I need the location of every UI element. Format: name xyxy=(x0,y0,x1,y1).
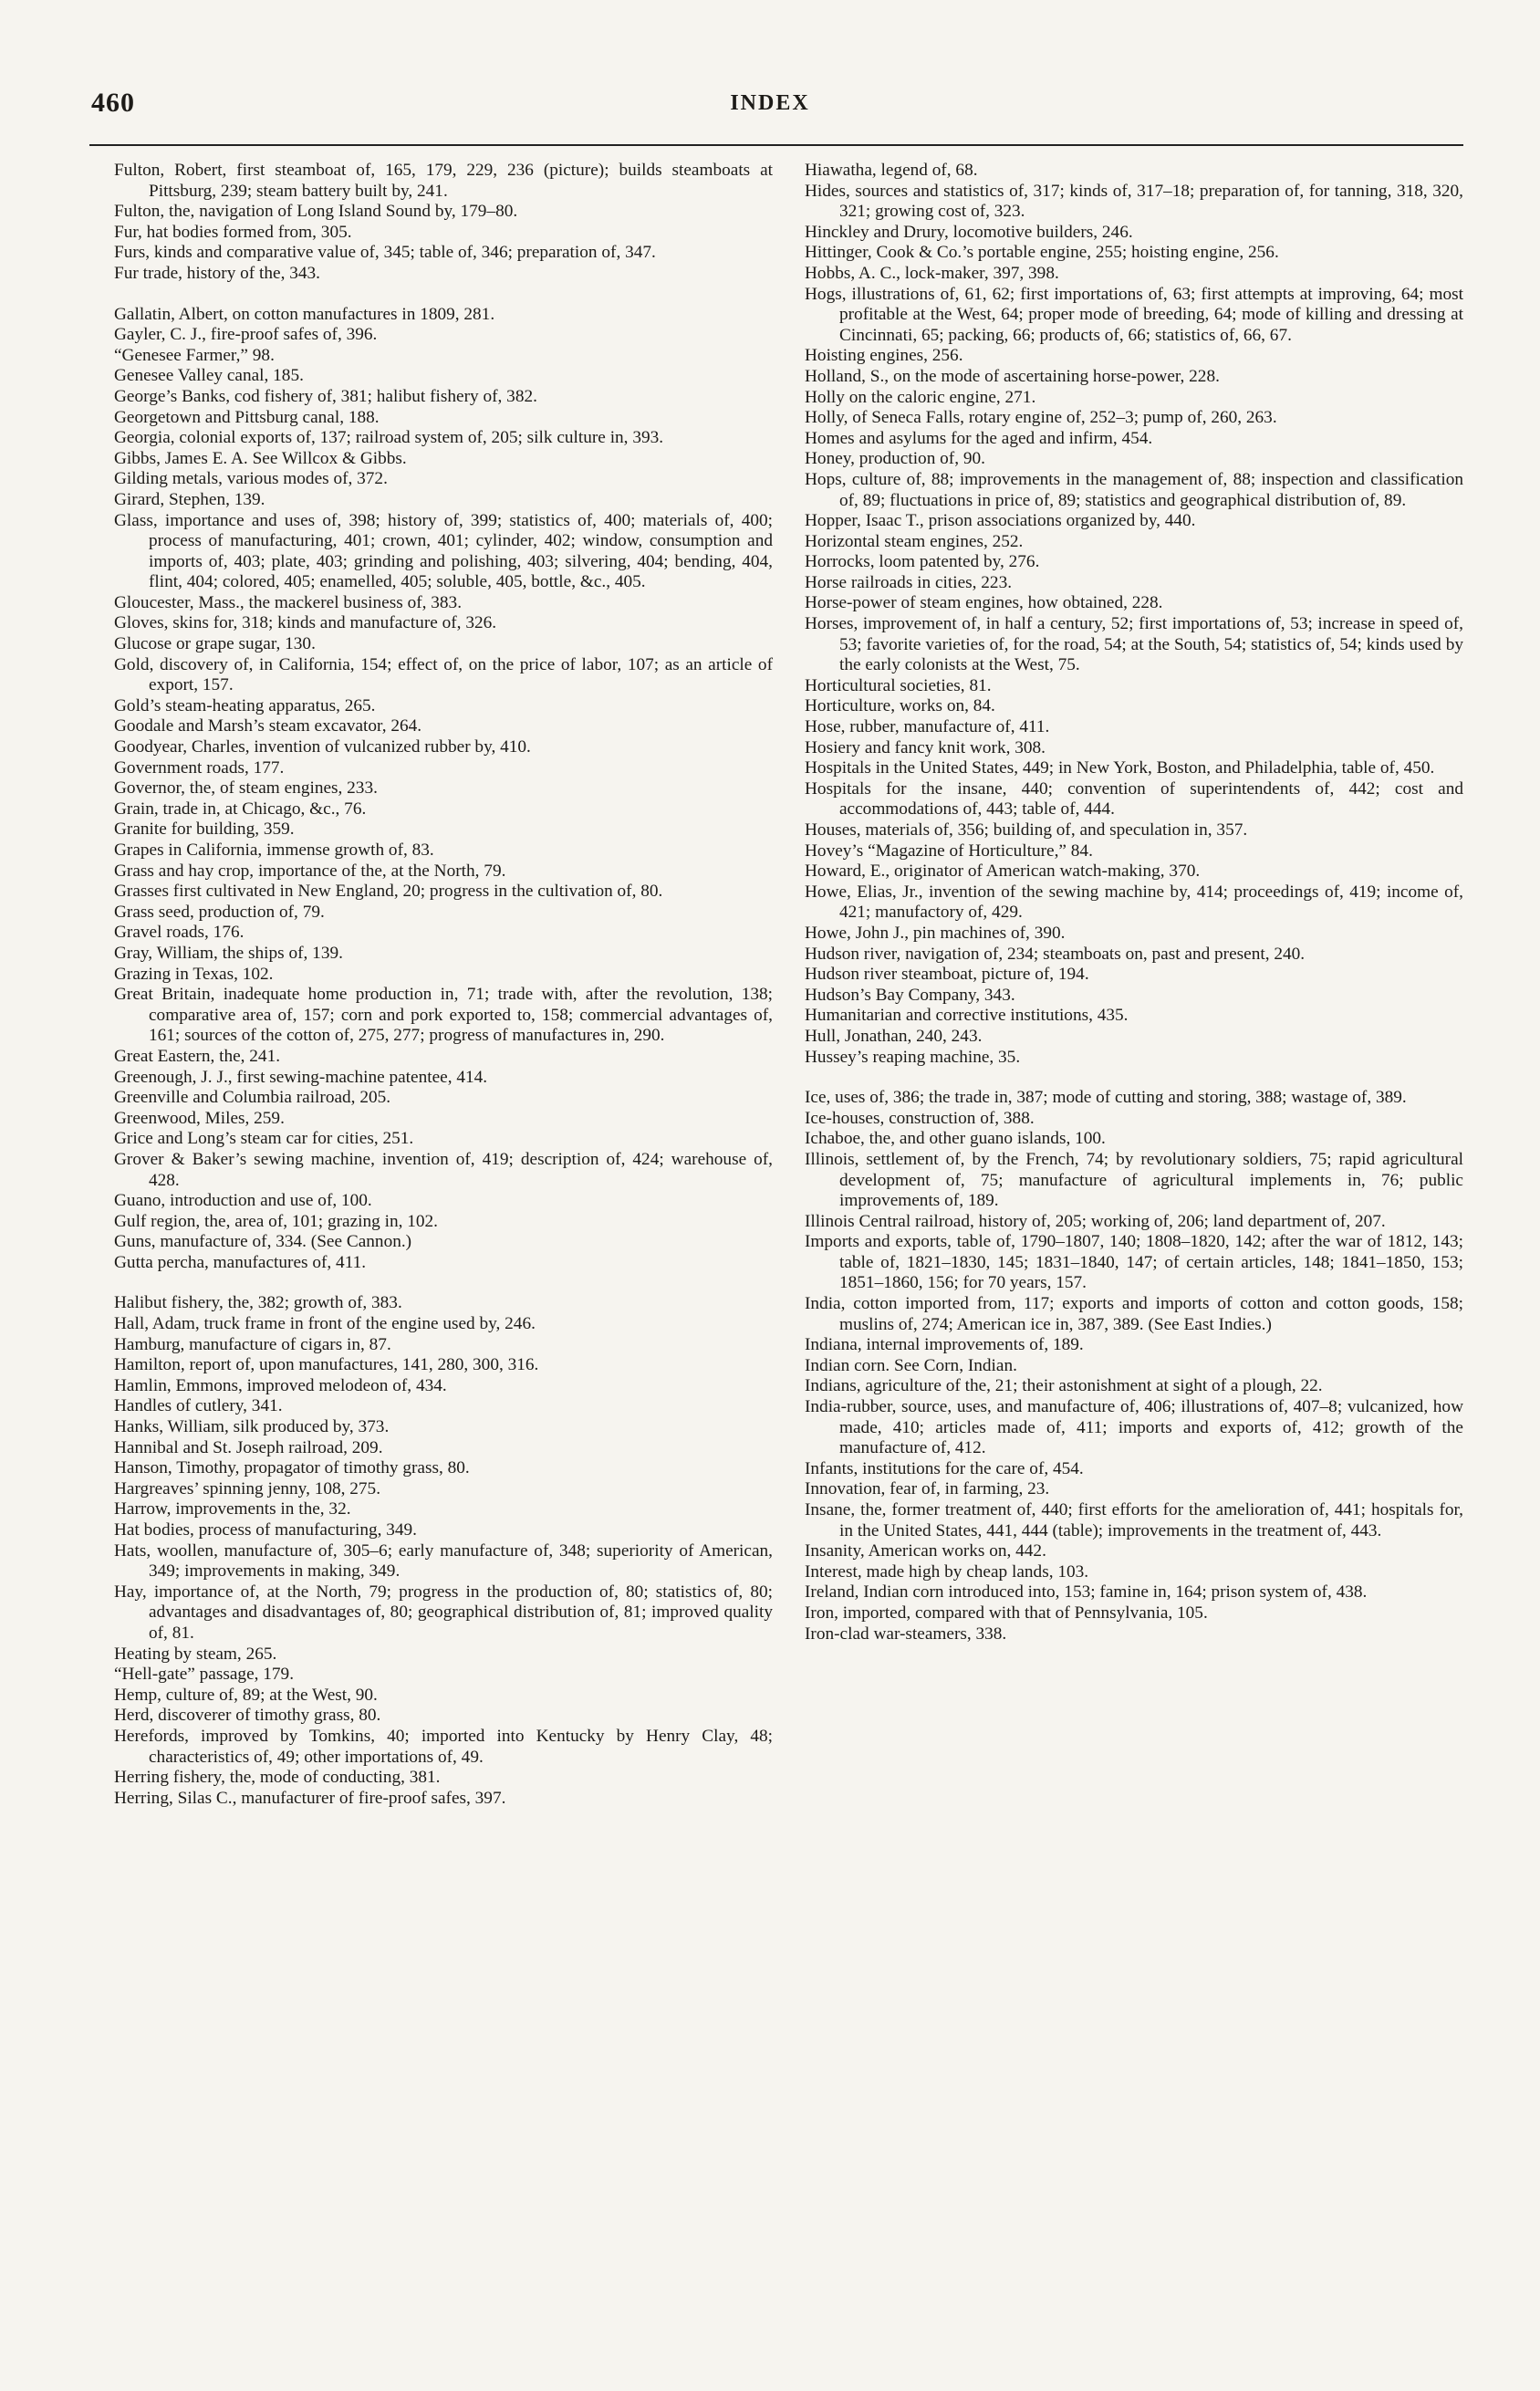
index-entry: Hanson, Timothy, propagator of timothy grass, 80. xyxy=(114,1458,470,1478)
index-entry: Gallatin, Albert, on cotton manufactures in 1809, 281. xyxy=(114,304,495,324)
index-entry: Halibut fishery, the, 382; growth of, 383. xyxy=(114,1293,402,1313)
index-entry: Insanity, American works on, 442. xyxy=(805,1541,1046,1561)
index-entry: Handles of cutlery, 341. xyxy=(114,1396,283,1416)
index-entry: Indian corn. See Corn, Indian. xyxy=(805,1355,1017,1375)
index-entry: Ireland, Indian corn introduced into, 153; famine in, 164; prison system of, 438. xyxy=(805,1582,1368,1603)
index-entry: Gold’s steam-heating apparatus, 265. xyxy=(114,695,376,715)
index-entry: Gayler, C. J., fire-proof safes of, 396. xyxy=(114,325,378,345)
index-entry: Hiawatha, legend of, 68. xyxy=(805,161,978,180)
index-entry: Holly, of Seneca Falls, rotary engine of, 252–3; pump of, 260, 263. xyxy=(805,408,1277,428)
index-entry: Infants, institutions for the care of, 454. xyxy=(805,1458,1084,1478)
index-entry: India, cotton imported from, 117; exports and imports of cotton and cotton goods, 158; muslins of, 274; American ice in, 387, 389. (See East Indies.) xyxy=(805,1294,1463,1334)
index-entry: Horrocks, loom patented by, 276. xyxy=(805,552,1040,572)
index-entry: Hops, culture of, 88; improvements in the management of, 88; inspection and classification of, 89; fluctuations in price of, 89; statistics and geographical distribution of, 89. xyxy=(805,469,1463,510)
index-entry: Hay, importance of, at the North, 79; progress in the production of, 80; statistics of, 80; advantages and disadvantages of, 80; geographical distribution of, 81; improved quality of, 81. xyxy=(114,1582,773,1643)
index-entry: Herefords, improved by Tomkins, 40; imported into Kentucky by Henry Clay, 48; characteristics of, 49; other importations of, 49. xyxy=(114,1726,773,1767)
page-header xyxy=(0,73,1540,119)
letter-group-gap xyxy=(114,285,773,305)
index-entry: Grapes in California, immense growth of, 83. xyxy=(114,841,434,860)
index-entry: Hospitals for the insane, 440; convention of superintendents of, 442; cost and accommodations of, 443; table of, 444. xyxy=(805,778,1463,820)
index-entry: Hides, sources and statistics of, 317; kinds of, 317–18; preparation of, for tanning, 318, 320, 321; growing cost of, 323. xyxy=(805,181,1463,222)
index-column-left xyxy=(114,161,773,1809)
index-entry: Hanks, William, silk produced by, 373. xyxy=(114,1417,390,1437)
index-entry: Grass seed, production of, 79. xyxy=(114,902,325,922)
index-entry: Hemp, culture of, 89; at the West, 90. xyxy=(114,1685,378,1705)
index-entry: Glass, importance and uses of, 398; history of, 399; statistics of, 400; materials of, 400; process of manufacturing, 401; crown, 401; cylinder, 402; window, consumption and imports of, 403; plate, 403; grinding and polishing, 403; silvering, 404; bending, 404, flint, 404; colored, 405; enamelled, 405; soluble, 405, bottle, &c., 405. xyxy=(114,510,773,592)
index-entry: Horse-power of steam engines, how obtained, 228. xyxy=(805,593,1163,613)
index-entry: Greenough, J. J., first sewing-machine patentee, 414. xyxy=(114,1067,488,1087)
index-entry: Georgia, colonial exports of, 137; railroad system of, 205; silk culture in, 393. xyxy=(114,428,664,448)
index-entry: Herring, Silas C., manufacturer of fire-proof safes, 397. xyxy=(114,1788,506,1808)
index-entry: Indiana, internal improvements of, 189. xyxy=(805,1335,1084,1355)
index-entry: Great Eastern, the, 241. xyxy=(114,1046,281,1066)
index-entry: Hobbs, A. C., lock-maker, 397, 398. xyxy=(805,263,1059,283)
index-entry: Houses, materials of, 356; building of, and speculation in, 357. xyxy=(805,820,1248,840)
header-rule xyxy=(89,144,1463,146)
index-entry: Illinois, settlement of, by the French, 74; by revolutionary soldiers, 75; rapid agricultural development of, 75; manufacture of agricultural implements in, 76; public improvements of, 189. xyxy=(805,1149,1463,1211)
letter-group-gap xyxy=(805,1068,1463,1088)
index-entry: Hussey’s reaping machine, 35. xyxy=(805,1047,1021,1067)
index-entry: Hovey’s “Magazine of Horticulture,” 84. xyxy=(805,841,1093,861)
index-entry: Hargreaves’ spinning jenny, 108, 275. xyxy=(114,1478,381,1498)
index-entry: Goodale and Marsh’s steam excavator, 264. xyxy=(114,716,422,736)
index-entry: Greenville and Columbia railroad, 205. xyxy=(114,1088,391,1108)
index-entry: Illinois Central railroad, history of, 205; working of, 206; land department of, 207. xyxy=(805,1211,1386,1231)
index-entry: India-rubber, source, uses, and manufacture of, 406; illustrations of, 407–8; vulcanized, how made, 410; articles made of, 411; imports and exports of, 412; growth of the manufacture of, 412. xyxy=(805,1397,1463,1458)
index-entry: Fulton, Robert, first steamboat of, 165, 179, 229, 236 (picture); builds steamboats at Pittsburg, 239; steam battery built by, 241. xyxy=(114,161,773,201)
index-entry: Horizontal steam engines, 252. xyxy=(805,531,1024,551)
index-entry: Hudson river, navigation of, 234; steamboats on, past and present, 240. xyxy=(805,944,1306,964)
index-entry: Gray, William, the ships of, 139. xyxy=(114,943,343,963)
index-entry: Holland, S., on the mode of ascertaining horse-power, 228. xyxy=(805,366,1220,386)
index-entry: Gulf region, the, area of, 101; grazing in, 102. xyxy=(114,1211,438,1231)
index-entry: Heating by steam, 265. xyxy=(114,1644,277,1664)
index-entry: Glucose or grape sugar, 130. xyxy=(114,634,316,654)
index-entry: “Genesee Farmer,” 98. xyxy=(114,345,275,365)
index-entry: Ice-houses, construction of, 388. xyxy=(805,1108,1035,1128)
running-head: INDEX xyxy=(730,91,810,115)
index-entry: Hamburg, manufacture of cigars in, 87. xyxy=(114,1334,391,1354)
index-entry: Goodyear, Charles, invention of vulcanized rubber by, 410. xyxy=(114,737,531,757)
index-entry: Horticultural societies, 81. xyxy=(805,675,992,695)
index-entry: Hamlin, Emmons, improved melodeon of, 434. xyxy=(114,1375,447,1395)
index-entry: Horses, improvement of, in half a century, 52; first importations of, 53; increase in speed of, 53; favorite varieties of, for the road, 54; at the South, 54; statistics of, 54; kinds used by the early colonists at the West, 75. xyxy=(805,614,1463,675)
index-entry: Herd, discoverer of timothy grass, 80. xyxy=(114,1706,381,1726)
index-entry: Horticulture, works on, 84. xyxy=(805,696,995,716)
index-entry: Grasses first cultivated in New England, 20; progress in the cultivation of, 80. xyxy=(114,882,663,902)
index-entry: Honey, production of, 90. xyxy=(805,449,985,469)
index-entry: Grover & Baker’s sewing machine, invention of, 419; description of, 424; warehouse of, 428. xyxy=(114,1149,773,1190)
index-entry: Howe, Elias, Jr., invention of the sewing machine by, 414; proceedings of, 419; income of, 421; manufactory of, 429. xyxy=(805,882,1463,923)
index-entry: Grazing in Texas, 102. xyxy=(114,964,274,984)
index-entry: Hudson river steamboat, picture of, 194. xyxy=(805,965,1089,985)
index-entry: Hogs, illustrations of, 61, 62; first importations of, 63; first attempts at improving, 64; most profitable at the West, 64; proper mode of breeding, 64; mode of killing and dressing at Cincinnati, 65; packing, 66; products of, 66; statistics of, 66, 67. xyxy=(805,284,1463,345)
index-entry: Gold, discovery of, in California, 154; effect of, on the price of labor, 107; as an article of export, 157. xyxy=(114,654,773,695)
index-entry: George’s Banks, cod fishery of, 381; halibut fishery of, 382. xyxy=(114,386,537,406)
index-entry: Governor, the, of steam engines, 233. xyxy=(114,778,378,799)
index-entry: Innovation, fear of, in farming, 23. xyxy=(805,1479,1050,1499)
index-entry: Granite for building, 359. xyxy=(114,820,295,840)
index-entry: Holly on the caloric engine, 271. xyxy=(805,387,1036,407)
index-entry: Humanitarian and corrective institutions, 435. xyxy=(805,1006,1129,1026)
index-entry: Gilding metals, various modes of, 372. xyxy=(114,469,388,489)
index-entry: Genesee Valley canal, 185. xyxy=(114,366,304,386)
index-entry: Great Britain, inadequate home production in, 71; trade with, after the revolution, 138; comparative area of, 157; corn and pork exported to, 158; commercial advantages of, 161; sources of the cotton of, 275, 277; progress of manufactures in, 290. xyxy=(114,985,773,1046)
index-entry: Hudson’s Bay Company, 343. xyxy=(805,985,1015,1005)
index-entry: Gibbs, James E. A. See Willcox & Gibbs. xyxy=(114,448,407,468)
index-entry: Hat bodies, process of manufacturing, 349. xyxy=(114,1520,417,1540)
index-entry: Howard, E., originator of American watch-making, 370. xyxy=(805,861,1201,882)
index-column-right xyxy=(805,161,1463,1644)
index-entry: Fur trade, history of the, 343. xyxy=(114,263,320,283)
index-entry: Georgetown and Pittsburg canal, 188. xyxy=(114,407,380,427)
index-entry: Hose, rubber, manufacture of, 411. xyxy=(805,717,1050,737)
index-entry: Fulton, the, navigation of Long Island Sound by, 179–80. xyxy=(114,202,518,222)
index-entry: Harrow, improvements in the, 32. xyxy=(114,1499,351,1519)
index-entry: Hospitals in the United States, 449; in New York, Boston, and Philadelphia, table of, 450. xyxy=(805,758,1435,778)
index-entry: Guano, introduction and use of, 100. xyxy=(114,1191,372,1211)
index-entry: Hopper, Isaac T., prison associations organized by, 440. xyxy=(805,511,1196,531)
index-entry: Hosiery and fancy knit work, 308. xyxy=(805,737,1046,757)
index-entry: Iron-clad war-steamers, 338. xyxy=(805,1624,1007,1644)
index-entry: “Hell-gate” passage, 179. xyxy=(114,1665,295,1685)
index-entry: Guns, manufacture of, 334. (See Cannon.) xyxy=(114,1232,412,1252)
index-entry: Hannibal and St. Joseph railroad, 209. xyxy=(114,1437,383,1457)
index-entry: Grain, trade in, at Chicago, &c., 76. xyxy=(114,799,367,819)
index-entry: Hittinger, Cook & Co.’s portable engine, 255; hoisting engine, 256. xyxy=(805,243,1279,263)
index-entry: Gravel roads, 176. xyxy=(114,923,245,943)
index-entry: Howe, John J., pin machines of, 390. xyxy=(805,923,1066,943)
index-entry: Gloves, skins for, 318; kinds and manufacture of, 326. xyxy=(114,613,497,633)
index-entry: Gutta percha, manufactures of, 411. xyxy=(114,1252,367,1272)
index-entry: Herring fishery, the, mode of conducting, 381. xyxy=(114,1768,441,1788)
index-entry: Fur, hat bodies formed from, 305. xyxy=(114,222,352,242)
index-entry: Iron, imported, compared with that of Pennsylvania, 105. xyxy=(805,1603,1208,1623)
index-entry: Government roads, 177. xyxy=(114,757,285,778)
index-entry: Hats, woollen, manufacture of, 305–6; early manufacture of, 348; superiority of American, 349; improvements in making, 349. xyxy=(114,1540,773,1582)
index-entry: Insane, the, former treatment of, 440; first efforts for the amelioration of, 441; hospitals for, in the United States, 441, 444 (table); improvements in the treatment of, 443. xyxy=(805,1500,1463,1540)
index-entry: Furs, kinds and comparative value of, 345; table of, 346; preparation of, 347. xyxy=(114,243,656,263)
index-entry: Gloucester, Mass., the mackerel business of, 383. xyxy=(114,592,463,612)
index-entry: Hinckley and Drury, locomotive builders, 246. xyxy=(805,222,1133,242)
index-entry: Ice, uses of, 386; the trade in, 387; mode of cutting and storing, 388; wastage of, 389. xyxy=(805,1088,1407,1108)
index-entry: Girard, Stephen, 139. xyxy=(114,489,265,509)
index-entry: Indians, agriculture of the, 21; their astonishment at sight of a plough, 22. xyxy=(805,1376,1323,1396)
index-entry: Horse railroads in cities, 223. xyxy=(805,572,1013,592)
page-number: 460 xyxy=(91,88,135,118)
index-entry: Ichaboe, the, and other guano islands, 100. xyxy=(805,1129,1106,1149)
index-entry: Imports and exports, table of, 1790–1807, 140; 1808–1820, 142; after the war of 1812, 143; table of, 1821–1830, 145; 1831–1840, 147; of certain articles, 148; 1841–1850, 153; 1851–1860, 156; for 70 years, 157. xyxy=(805,1232,1463,1293)
index-entry: Interest, made high by cheap lands, 103. xyxy=(805,1561,1089,1582)
index-entry: Hull, Jonathan, 240, 243. xyxy=(805,1026,983,1046)
index-entry: Grice and Long’s steam car for cities, 251. xyxy=(114,1129,414,1149)
letter-group-gap xyxy=(114,1273,773,1293)
index-entry: Grass and hay crop, importance of the, at the North, 79. xyxy=(114,861,506,881)
index-entry: Hamilton, report of, upon manufactures, 141, 280, 300, 316. xyxy=(114,1355,539,1375)
index-entry: Hoisting engines, 256. xyxy=(805,346,963,366)
index-entry: Greenwood, Miles, 259. xyxy=(114,1108,285,1128)
index-entry: Hall, Adam, truck frame in front of the engine used by, 246. xyxy=(114,1314,536,1334)
index-entry: Homes and asylums for the aged and infirm, 454. xyxy=(805,428,1153,448)
